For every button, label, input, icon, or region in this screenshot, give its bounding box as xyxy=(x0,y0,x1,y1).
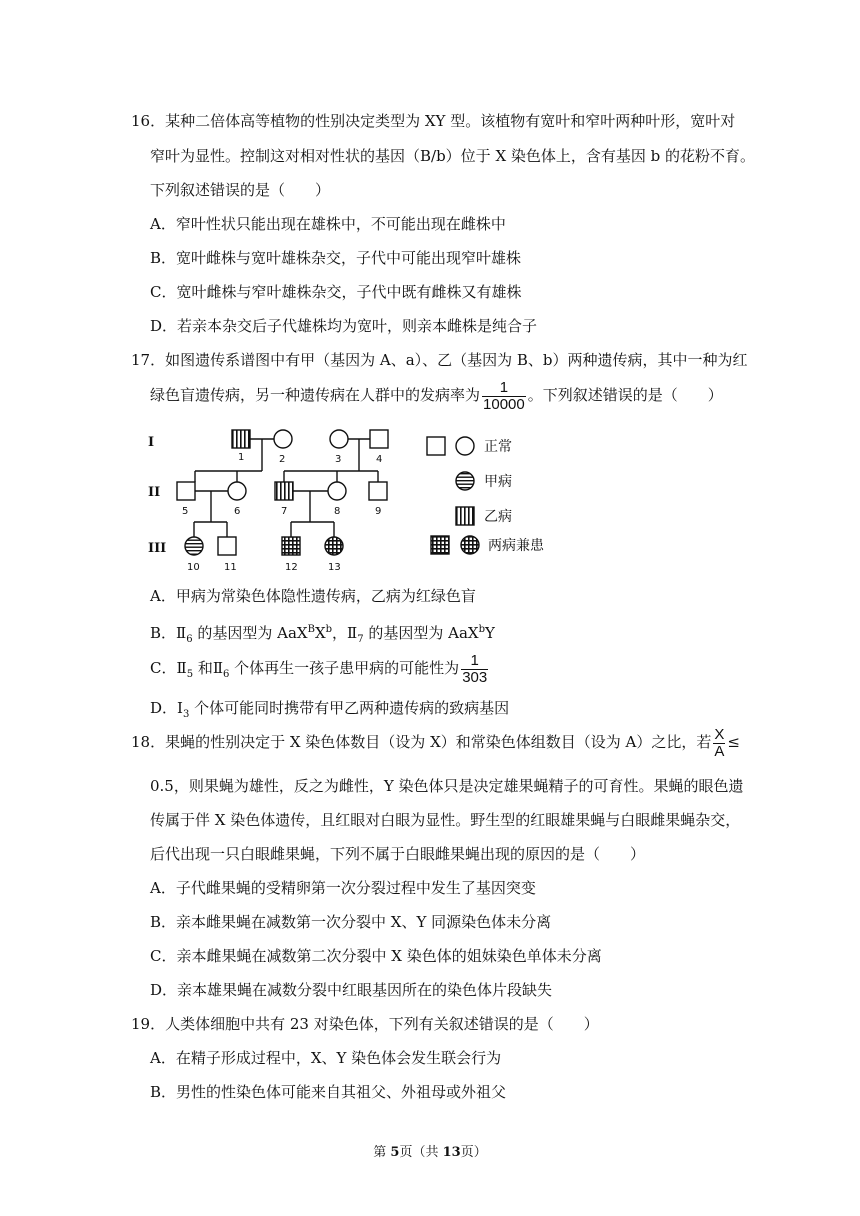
page-footer xyxy=(0,1141,860,1160)
opt-sub: 3 xyxy=(182,709,190,720)
q18-stem-line-1 xyxy=(131,722,740,762)
individual-6 xyxy=(228,482,246,500)
footer-text: 第 xyxy=(373,1145,391,1160)
individual-7 xyxy=(275,482,293,500)
q16-option-b: B．宽叶雌株与宽叶雄株杂交，子代中可能出现窄叶雄株 xyxy=(150,249,522,267)
id-12: 12 xyxy=(285,562,298,572)
q16-stem-line-2: 窄叶为显性。控制这对相对性状的基因（B/b）位于 X 染色体上，含有基因 b 的花粉不育。 xyxy=(150,147,756,165)
individual-8 xyxy=(328,482,346,500)
footer-text: 页（共 xyxy=(399,1145,443,1160)
q18-stem-text: 18．果蝇的性别决定于 X 染色体数目（设为 X）和常染色体组数目（设为 A）之比，若 xyxy=(131,733,712,751)
id-4: 4 xyxy=(376,454,383,465)
q18-ratio-fraction xyxy=(713,727,725,760)
q17-stem-line-2 xyxy=(150,375,723,415)
individual-10 xyxy=(185,537,203,555)
individual-1 xyxy=(232,430,250,448)
pedigree-diagram xyxy=(148,424,568,572)
fraction-numerator: 1 xyxy=(482,380,526,397)
legend-yi-label: 乙病 xyxy=(484,509,512,525)
opt-text: 的基因型为 AaX xyxy=(192,624,308,642)
id-7: 7 xyxy=(281,506,288,517)
individual-5 xyxy=(177,482,195,500)
individual-12 xyxy=(282,537,300,555)
id-5: 5 xyxy=(182,506,189,517)
leq-symbol: ≤ xyxy=(727,733,740,751)
opt-text: C．Ⅱ xyxy=(150,659,187,677)
legend-both-female xyxy=(461,536,479,554)
legend-yi-symbol xyxy=(456,507,474,525)
footer-text: 页） xyxy=(460,1145,487,1160)
opt-text: B．Ⅱ xyxy=(150,624,187,642)
q16-stem-line-1: 16．某种二倍体高等植物的性别决定类型为 XY 型。该植物有宽叶和窄叶两种叶形，宽叶对 xyxy=(131,112,736,130)
opt-text: 的基因型为 AaX xyxy=(363,624,479,642)
id-1: 1 xyxy=(238,452,245,463)
q17-option-c xyxy=(150,648,490,695)
opt-sub: 6 xyxy=(186,634,193,645)
fraction-denominator: 303 xyxy=(462,668,488,686)
legend-jia-symbol xyxy=(456,472,474,490)
id-10: 10 xyxy=(187,562,200,572)
q18-stem-line-2: 0.5，则果蝇为雄性，反之为雌性，Y 染色体只是决定雄果蝇精子的可育性。果蝇的眼色遗 xyxy=(150,777,744,795)
fraction-numerator: 1 xyxy=(461,653,488,670)
opt-text: 个体可能同时携带有甲乙两种遗传病的致病基因 xyxy=(189,699,510,717)
q17-probability-fraction xyxy=(461,653,488,686)
individual-9 xyxy=(369,482,387,500)
q18-stem-line-3: 传属于伴 X 染色体遗传，且红眼对白眼为显性。野生型的红眼雄果蝇与白眼雌果蝇杂交， xyxy=(150,811,741,829)
page-number: 5 xyxy=(390,1145,400,1160)
q17-option-d xyxy=(150,698,509,725)
q17-stem-line-1: 17．如图遗传系谱图中有甲（基因为 A、a）、乙（基因为 B、b）两种遗传病，其中一种为红 xyxy=(131,351,748,369)
legend-jia-label: 甲病 xyxy=(484,474,512,490)
opt-sub: 7 xyxy=(357,634,364,645)
legend-normal-female xyxy=(456,437,474,455)
opt-sup: b xyxy=(478,624,486,635)
q18-option-d: D．亲本雄果蝇在减数分裂中红眼基因所在的染色体片段缺失 xyxy=(150,981,553,999)
individual-3 xyxy=(330,430,348,448)
id-9: 9 xyxy=(375,506,382,517)
q18-option-c: C．亲本雌果蝇在减数第二次分裂中 X 染色体的姐妹染色单体未分离 xyxy=(150,947,602,965)
q19-option-b: B．男性的性染色体可能来自其祖父、外祖母或外祖父 xyxy=(150,1083,507,1101)
id-2: 2 xyxy=(279,454,286,465)
opt-text: Y xyxy=(485,624,495,642)
q17-stem-tail: 。下列叙述错误的是（ ） xyxy=(527,386,723,404)
legend-normal-label: 正常 xyxy=(484,439,512,455)
opt-sub: 5 xyxy=(186,669,194,680)
individual-13 xyxy=(325,537,343,555)
opt-sup: B xyxy=(307,624,315,635)
id-13: 13 xyxy=(328,562,341,572)
id-6: 6 xyxy=(234,506,241,517)
individual-4 xyxy=(370,430,388,448)
individual-11 xyxy=(218,537,236,555)
individual-2 xyxy=(274,430,292,448)
q16-stem-line-3: 下列叙述错误的是（ ） xyxy=(150,181,331,199)
opt-text: X xyxy=(314,624,326,642)
q19-stem: 19．人类体细胞中共有 23 对染色体，下列有关叙述错误的是（ ） xyxy=(131,1015,599,1033)
q18-option-a: A．子代雌果蝇的受精卵第一次分裂过程中发生了基因突变 xyxy=(150,879,536,897)
q17-incidence-fraction xyxy=(482,380,526,413)
fraction-denominator: 10000 xyxy=(483,395,525,413)
total-pages: 13 xyxy=(442,1145,461,1160)
opt-text: 个体再生一孩子患甲病的可能性为 xyxy=(229,659,460,677)
id-3: 3 xyxy=(335,454,342,465)
opt-text: D．Ⅰ xyxy=(150,699,183,717)
opt-sub: 6 xyxy=(223,669,230,680)
opt-text: 和Ⅱ xyxy=(193,659,224,677)
q16-option-d: D．若亲本杂交后子代雄株均为宽叶，则亲本雌株是纯合子 xyxy=(150,317,538,335)
legend-normal-male xyxy=(427,437,445,455)
q19-option-a: A．在精子形成过程中，X、Y 染色体会发生联会行为 xyxy=(150,1049,502,1067)
q18-option-b: B．亲本雌果蝇在减数第一次分裂中 X、Y 同源染色体未分离 xyxy=(150,913,552,931)
q17-option-a: A．甲病为常染色体隐性遗传病，乙病为红绿色盲 xyxy=(150,587,476,605)
fraction-denominator: A xyxy=(714,742,725,760)
q17-option-b xyxy=(150,620,495,650)
gen-label-i: I xyxy=(148,435,155,450)
fraction-numerator: X xyxy=(714,725,725,743)
id-8: 8 xyxy=(334,506,341,517)
opt-text: ，Ⅱ xyxy=(332,624,358,642)
q18-stem-line-4: 后代出现一只白眼雌果蝇，下列不属于白眼雌果蝇出现的原因的是（ ） xyxy=(150,845,646,863)
q17-stem-text: 绿色盲遗传病，另一种遗传病在人群中的发病率为 xyxy=(150,386,481,404)
gen-label-iii: III xyxy=(148,541,167,556)
opt-sup: b xyxy=(325,624,333,635)
q16-option-a: A．窄叶性状只能出现在雄株中，不可能出现在雌株中 xyxy=(150,215,506,233)
id-11: 11 xyxy=(224,562,237,572)
legend-both-male xyxy=(431,536,449,554)
gen-label-ii: II xyxy=(148,485,161,500)
q16-option-c: C．宽叶雌株与窄叶雄株杂交，子代中既有雌株又有雄株 xyxy=(150,283,522,301)
legend-both-label: 两病兼患 xyxy=(488,538,544,554)
